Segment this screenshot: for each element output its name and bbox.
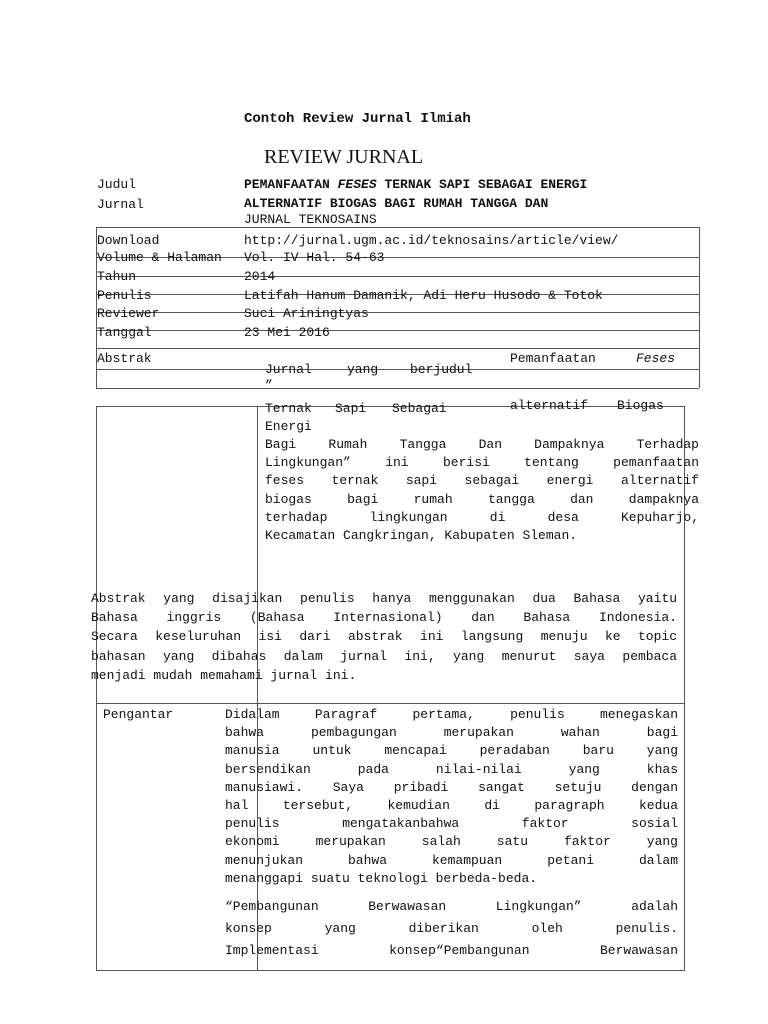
abstrak-line: terhadap lingkungan di desa Kepuharjo,: [265, 509, 699, 525]
abstrak-intro-word: yang: [347, 362, 379, 377]
table-rule: [96, 406, 685, 407]
table-rule: [96, 348, 699, 349]
abstrak-line: Bagi Rumah Tangga Dan Dampaknya Terhadap: [265, 437, 699, 452]
tahun-value: 2014: [244, 269, 276, 284]
volume-value: Vol. IV Hal. 54-63: [244, 250, 385, 265]
table-rule: [96, 703, 685, 704]
pengantar-line: manusiawi. Saya pribadi sangat setuju dengan: [225, 779, 678, 795]
table-rule: [96, 406, 97, 971]
pengantar-line: ekonomi merupakan salah satu faktor yang: [225, 834, 678, 850]
abstrak-line: feses ternak sapi sebagai energi alternatif: [265, 473, 699, 489]
tanggal-label: Tanggal: [97, 325, 152, 340]
abstrak-label: Abstrak: [97, 351, 152, 366]
table-rule: [699, 227, 700, 388]
pengantar-line: menunjukan bahwa kemampuan petani dalam: [225, 852, 678, 868]
jurnal-value: ALTERNATIF BIOGAS BAGI RUMAH TANGGA DAN: [244, 196, 549, 211]
abstrak-body: [265, 436, 699, 545]
abstrak-line: Lingkungan” ini berisi tentang pemanfaatan: [265, 455, 699, 471]
table-rule: [96, 369, 699, 370]
abstrak-word: Ternak: [265, 401, 312, 416]
abstrak-word: Sebagai: [392, 401, 447, 416]
table-rule: [96, 388, 699, 389]
abstrak-quote: ”: [265, 378, 273, 393]
abstrak-word: Biogas: [617, 398, 664, 413]
review-line: Abstrak yang disajikan penulis hanya menggunakan dua Bahasa yaitu: [91, 591, 677, 606]
pengantar-line: Implementasi konsep“Pembangunan Berwawasan: [225, 943, 678, 958]
pengantar-line: bahwa pembagungan merupakan wahan bagi: [225, 725, 678, 741]
judul-value: [244, 177, 587, 192]
tanggal-value: 23 Mei 2016: [244, 325, 330, 340]
pengantar-body-2: [225, 896, 678, 962]
download-link[interactable]: http://jurnal.ugm.ac.id/teknosains/article/view/: [244, 233, 619, 248]
table-rule: [96, 227, 699, 228]
judul-label: Judul: [97, 177, 137, 192]
page-title: Contoh Review Jurnal Ilmiah: [244, 111, 471, 127]
document-title: REVIEW JURNAL: [264, 146, 424, 168]
abstrak-line: biogas bagi rumah tangga dan dampaknya: [265, 491, 699, 507]
pengantar-line: hal tersebut, kemudian di paragraph kedua: [225, 797, 678, 813]
volume-label: Volume & Halaman: [97, 250, 222, 265]
abstrak-intro-word: Jurnal: [265, 362, 312, 377]
pengantar-line: konsep yang diberikan oleh penulis.: [225, 921, 678, 936]
review-line: bahasan yang dibahas dalam jurnal ini, yang menurut saya pembaca: [91, 648, 677, 664]
abstrak-intro-word: Feses: [636, 351, 676, 366]
pengantar-line: “Pembangunan Berwawasan Lingkungan” adalah: [225, 899, 678, 914]
pengantar-line: Didalam Paragraf pertama, penulis menegaskan: [225, 707, 678, 722]
table-rule: [96, 276, 699, 277]
jurnal-label: Jurnal: [97, 197, 144, 212]
review-line: menjadi mudah memahami jurnal ini.: [91, 667, 357, 683]
pengantar-line: penulis mengatakanbahwa faktor sosial: [225, 816, 678, 832]
judul-value-italic: FESES: [337, 177, 377, 192]
abstrak-word: alternatif: [510, 398, 589, 413]
penulis-value: Latifah Hanum Damanik, Adi Heru Husodo & Totok: [244, 288, 603, 303]
pengantar-body: [225, 706, 678, 888]
penulis-label: Penulis: [97, 288, 152, 303]
table-rule: [96, 312, 699, 313]
abstrak-intro-word: berjudul: [410, 362, 473, 377]
pengantar-label: Pengantar: [103, 707, 174, 722]
judul-value-pre: PEMANFAATAN: [244, 177, 338, 192]
review-line: Bahasa inggris (Bahasa Internasional) dan Bahasa Indonesia.: [91, 610, 677, 626]
abstrak-intro-word: Pemanfaatan: [510, 351, 596, 366]
abstrak-line: Kecamatan Cangkringan, Kabupaten Sleman.: [265, 527, 578, 543]
reviewer-label: Reviewer: [97, 306, 160, 321]
review-line: Secara keseluruhan isi dari abstrak ini langsung menuju ke topic: [91, 629, 677, 645]
download-label: Download: [97, 233, 160, 248]
pengantar-line: menanggapi suatu teknologi berbeda-beda.: [225, 870, 538, 886]
pengantar-line: bersendikan pada nilai-nilai yang khas: [225, 761, 678, 777]
reviewer-value: Suci Ariningtyas: [244, 306, 369, 321]
pengantar-line: manusia untuk mencapai peradaban baru yang: [225, 743, 678, 759]
abstrak-word: Energi: [265, 419, 312, 434]
abstrak-review: [91, 589, 677, 685]
judul-value-post: TERNAK SAPI SEBAGAI ENERGI: [376, 177, 588, 192]
table-rule: [96, 330, 699, 331]
tahun-label: Tahun: [97, 269, 137, 284]
table-rule: [96, 970, 685, 971]
abstrak-word: Sapi: [335, 401, 367, 416]
jurnal-name: JURNAL TEKNOSAINS: [244, 212, 377, 226]
